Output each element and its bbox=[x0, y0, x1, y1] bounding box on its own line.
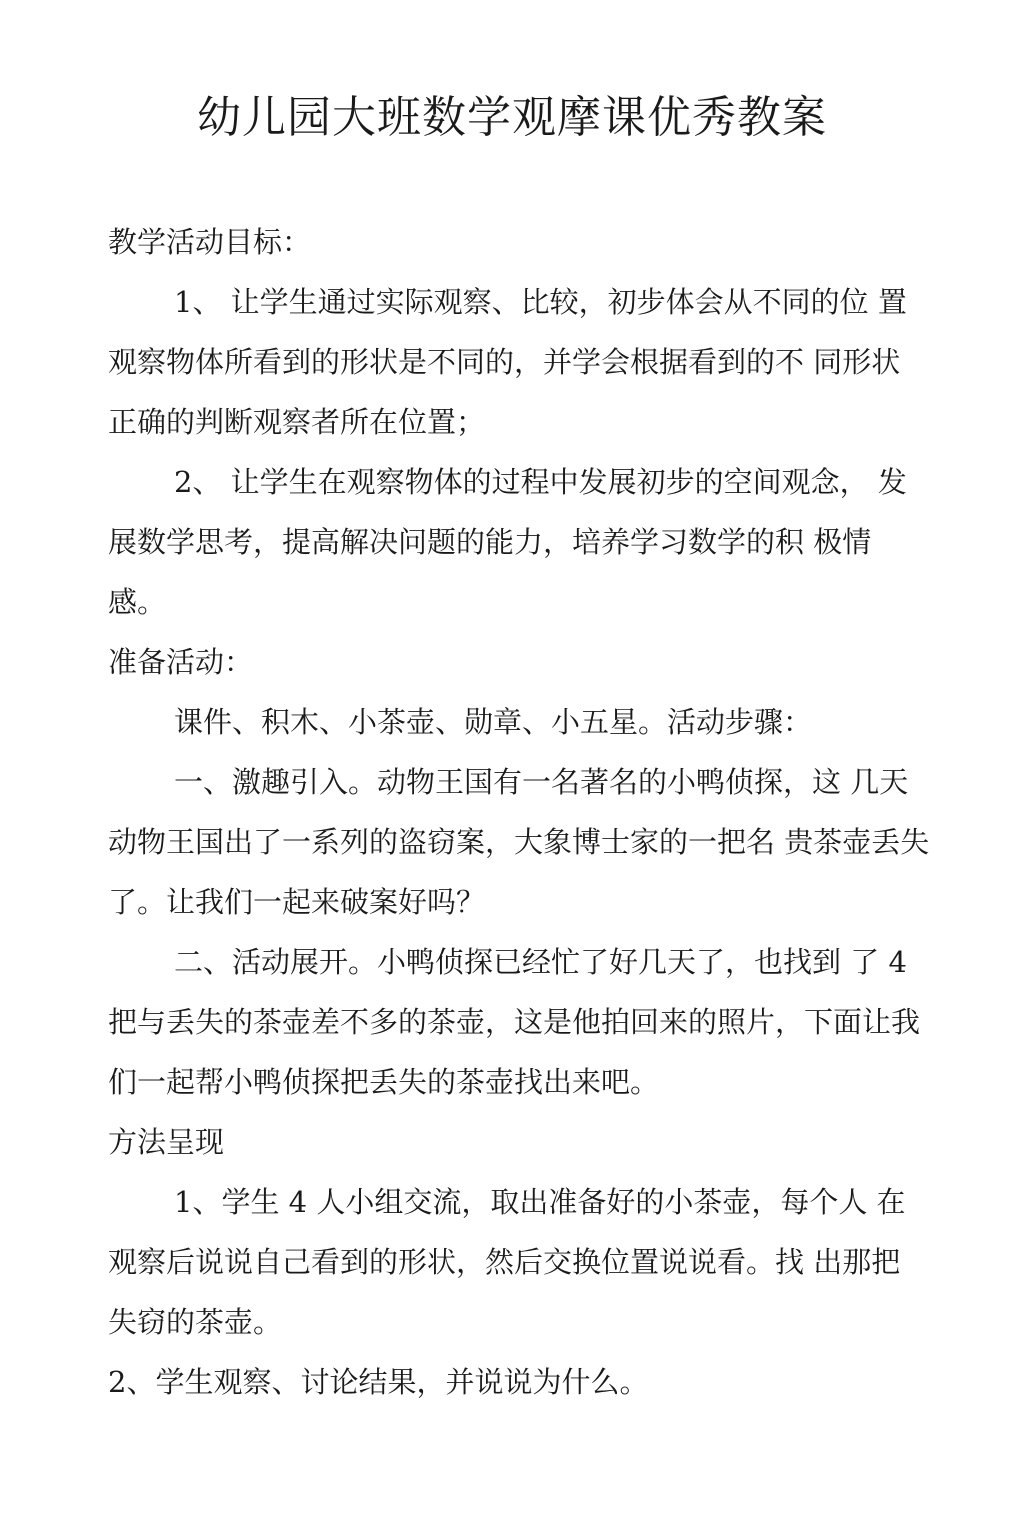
paragraph-line: 2、学生观察、讨论结果，并说说为什么。 bbox=[108, 1365, 649, 1399]
paragraph-line: 2、 让学生在观察物体的过程中发展初步的空间观念， 发 bbox=[174, 465, 907, 499]
paragraph-line: 课件、积木、小茶壶、勋章、小五星。活动步骤： bbox=[174, 705, 813, 739]
paragraph-line: 观察后说说自己看到的形状，然后交换位置说说看。找 出那把 bbox=[108, 1245, 901, 1279]
paragraph-line: 失窃的茶壶。 bbox=[108, 1305, 283, 1339]
paragraph-line: 正确的判断观察者所在位置； bbox=[108, 405, 486, 439]
paragraph-line: 二、活动展开。小鸭侦探已经忙了好几天了，也找到 了 4 bbox=[174, 945, 907, 979]
paragraph-line: 展数学思考，提高解决问题的能力，培养学习数学的积 极情 bbox=[108, 525, 872, 559]
section-heading-method: 方法呈现 bbox=[108, 1125, 225, 1159]
paragraph-line: 们一起帮小鸭侦探把丢失的茶壶找出来吧。 bbox=[108, 1065, 660, 1099]
paragraph-line: 了。让我们一起来破案好吗？ bbox=[108, 885, 486, 919]
paragraph-line: 感。 bbox=[108, 585, 167, 619]
document-title: 幼儿园大班数学观摩课优秀教案 bbox=[197, 92, 827, 143]
paragraph-line: 1、 让学生通过实际观察、比较，初步体会从不同的位 置 bbox=[174, 285, 907, 319]
paragraph-line: 把与丢失的茶壶差不多的茶壶，这是他拍回来的照片，下面让我 bbox=[108, 1005, 921, 1039]
paragraph-line: 动物王国出了一系列的盗窃案，大象博士家的一把名 贵茶壶丢失 bbox=[108, 825, 930, 859]
section-heading-goals: 教学活动目标： bbox=[108, 225, 312, 259]
paragraph-line: 观察物体所看到的形状是不同的，并学会根据看到的不 同形状 bbox=[108, 345, 901, 379]
section-heading-preparation: 准备活动： bbox=[108, 645, 254, 679]
paragraph-line: 1、学生 4 人小组交流，取出准备好的小茶壶，每个人 在 bbox=[174, 1185, 906, 1219]
paragraph-line: 一、激趣引入。动物王国有一名著名的小鸭侦探，这 几天 bbox=[174, 765, 909, 799]
